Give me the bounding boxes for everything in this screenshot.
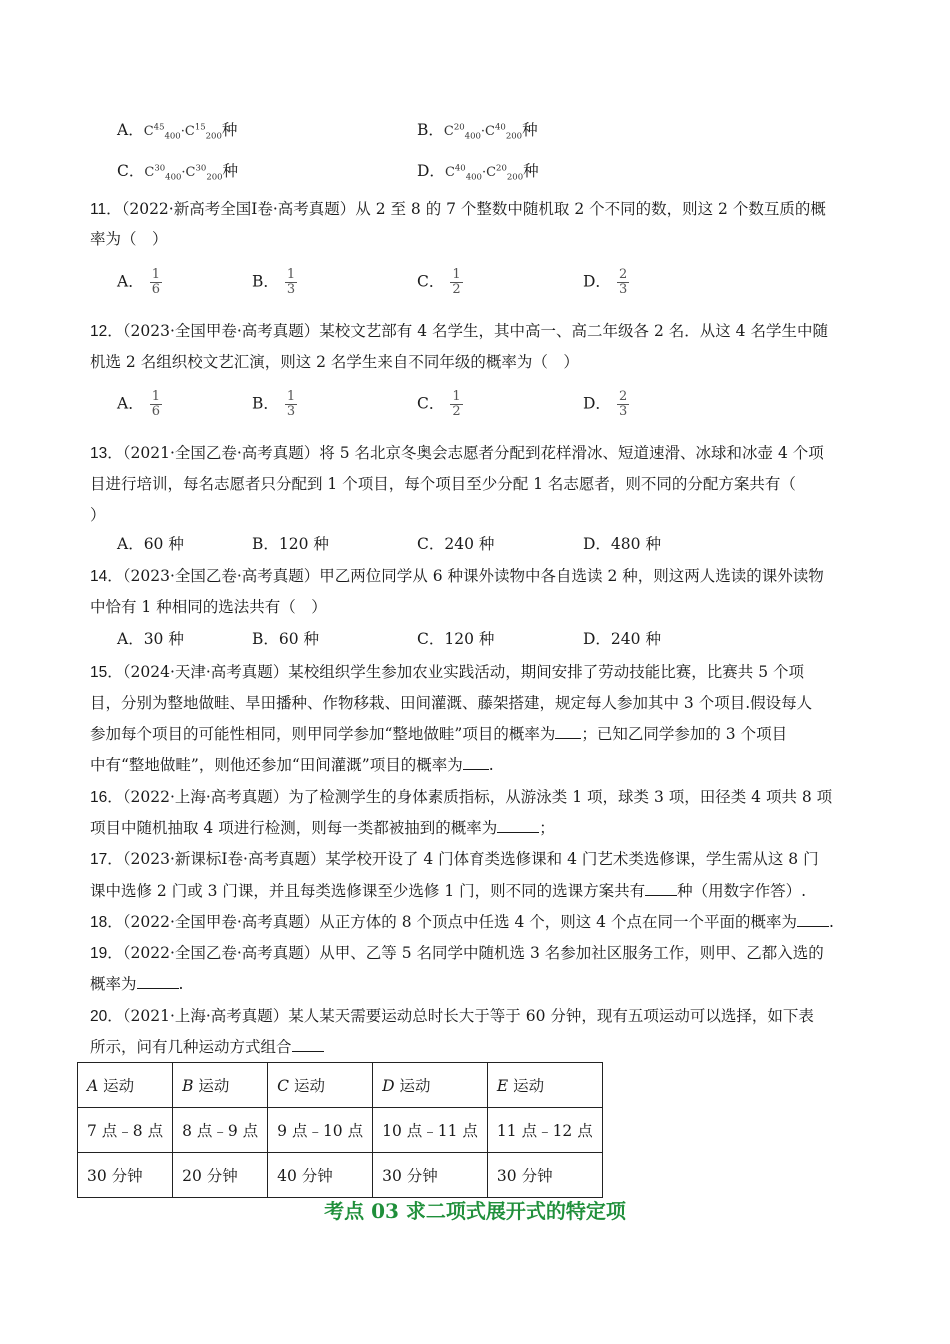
fraction: $\frac{2}{3}$ [618,389,628,419]
q11-option-b: B． $\frac{1}{3}$ [252,267,296,297]
q13-option-b: B．120 种 [252,535,329,553]
q13-option-a: A．60 种 [117,535,184,553]
answer-blank[interactable] [645,881,677,896]
q14-option-b: B．60 种 [252,630,320,648]
q15-text-line2: 目，分别为整地做畦、旱田播种、作物移栽、田间灌溉、藤架搭建，规定每人参加其中 3 个项目.假设每人 [90,694,813,712]
q13-option-c: C．240 种 [417,535,495,553]
q17-text-line1: 17．（2023·新课标Ⅰ卷·高考真题）某学校开设了 4 门体育类选修课和 4 门艺术类选修课，学生需从这 8 门 [90,850,819,868]
table-cell: 30 分钟 [487,1153,602,1198]
q16-text-line1: 16．（2022·上海·高考真题）为了检测学生的身体素质指标，从游泳类 1 项，球类 3 项，田径类 4 项共 8 项 [90,788,833,806]
table-cell: 8 点﹣9 点 [173,1108,268,1153]
table-row [78,1153,603,1198]
table-header-cell: C 运动 [268,1063,373,1108]
combination-expression: $C^{20}_{400}\cdot C^{40}_{200}$ [443,122,523,142]
q12-text-line1: 12．（2023·全国甲卷·高考真题）某校文艺部有 4 名学生，其中高一、高二年级各 2 名．从这 4 名学生中随 [90,322,828,340]
table-cell: 30 分钟 [373,1153,488,1198]
q20-text-line1: 20．（2021·上海·高考真题）某人某天需要运动总时长大于等于 60 分钟，现有五项运动可以选择，如下表 [90,1007,814,1025]
q16-text-line2: 项目中随机抽取 4 项进行检测，则每一类都被抽到的概率为 ； [90,819,555,837]
combination-expression: $C^{40}_{400}\cdot C^{20}_{200}$ [444,163,524,183]
answer-blank[interactable] [137,974,179,989]
q10-option-d: D．$C^{40}_{400}\cdot C^{20}_{200}$种 [417,162,539,183]
q11-option-d: D． $\frac{2}{3}$ [583,267,628,297]
answer-blank[interactable] [797,912,829,927]
q12-option-c: C． $\frac{1}{2}$ [417,389,461,419]
q19-text-line1: 19．（2022·全国乙卷·高考真题）从甲、乙等 5 名同学中随机选 3 名参加社区服务工作，则甲、乙都入选的 [90,944,824,962]
table-cell: 20 分钟 [173,1153,268,1198]
q11-option-a: A． $\frac{1}{6}$ [117,267,160,297]
table-cell: 30 分钟 [78,1153,173,1198]
q10-option-c: C．$C^{30}_{400}\cdot C^{30}_{200}$种 [117,162,239,183]
q10-option-b: B．$C^{20}_{400}\cdot C^{40}_{200}$种 [417,121,538,142]
table-header-cell: A 运动 [78,1063,173,1108]
table-cell: 9 点﹣10 点 [268,1108,373,1153]
q17-text-line2: 课中选修 2 门或 3 门课，并且每类选修课至少选修 1 门，则不同的选课方案共有 种（用数字作答）. [90,882,807,900]
table-cell: 11 点﹣12 点 [487,1108,602,1153]
exercise-table [77,1062,603,1198]
table-header-cell: E 运动 [487,1063,602,1108]
fraction: $\frac{1}{3}$ [286,267,296,297]
fraction: $\frac{1}{3}$ [286,389,296,419]
q13-option-d: D．480 种 [583,535,661,553]
combination-expression: $C^{30}_{400}\cdot C^{30}_{200}$ [144,163,223,183]
q14-text-line1: 14．（2023·全国乙卷·高考真题）甲乙两位同学从 6 种课外读物中各自选读 2 种，则这两人选读的课外读物 [90,567,824,585]
q11-text-line2: 率为（ ） [90,230,168,248]
q13-text-line3: ） [90,506,106,524]
q13-text-line1: 13．（2021·全国乙卷·高考真题）将 5 名北京冬奥会志愿者分配到花样滑冰、短道速滑、冰球和冰壶 4 个项 [90,444,824,462]
q12-option-d: D． $\frac{2}{3}$ [583,389,628,419]
answer-blank[interactable] [497,818,539,833]
fraction: $\frac{1}{2}$ [452,267,461,297]
fraction: $\frac{2}{3}$ [618,267,628,297]
combination-expression: $C^{45}_{400}\cdot C^{15}_{200}$ [143,122,222,142]
table-header-cell: B 运动 [173,1063,268,1108]
q18-text-line1: 18．（2022·全国甲卷·高考真题）从正方体的 8 个顶点中任选 4 个，则这 4 个点在同一个平面的概率为 . [90,913,834,931]
answer-blank[interactable] [292,1037,324,1052]
fraction: $\frac{1}{2}$ [452,389,461,419]
q12-option-b: B． $\frac{1}{3}$ [252,389,296,419]
q14-option-a: A．30 种 [117,630,184,648]
table-cell: 40 分钟 [268,1153,373,1198]
q12-option-a: A． $\frac{1}{6}$ [117,389,160,419]
q14-text-line2: 中恰有 1 种相同的选法共有（ ） [90,598,327,616]
fraction: $\frac{1}{6}$ [151,267,160,297]
q19-text-line2: 概率为 . [90,975,184,993]
q12-text-line2: 机选 2 名组织校文艺汇演，则这 2 名学生来自不同年级的概率为（ ） [90,353,579,371]
q20-text-line2: 所示，问有几种运动方式组合 [90,1036,324,1058]
q15-text-line1: 15．（2024·天津·高考真题）某校组织学生参加农业实践活动，期间安排了劳动技能比赛，比赛共 5 个项 [90,663,805,681]
table-header-row [78,1063,603,1108]
table-cell: 7 点﹣8 点 [78,1108,173,1153]
section-title: 考点 03 求二项式展开式的特定项 [324,1199,626,1223]
q14-option-c: C．120 种 [417,630,495,648]
table-row [78,1108,603,1153]
q15-text-line3: 参加每个项目的可能性相同，则甲同学参加“整地做畦”项目的概率为 ；已知乙同学参加的 3 个项目 [90,725,788,743]
q13-text-line2: 目进行培训，每名志愿者只分配到 1 个项目，每个项目至少分配 1 名志愿者，则不同的分配方案共有（ [90,475,796,493]
q10-option-a: A．$C^{45}_{400}\cdot C^{15}_{200}$种 [117,121,238,142]
fraction: $\frac{1}{6}$ [151,389,160,419]
answer-blank[interactable] [463,755,489,770]
answer-blank[interactable] [555,724,581,739]
q14-option-d: D．240 种 [583,630,661,648]
table-header-cell: D 运动 [373,1063,488,1108]
q15-text-line4: 中有“整地做畦”，则他还参加“田间灌溉”项目的概率为 . [90,756,494,774]
table-cell: 10 点﹣11 点 [373,1108,488,1153]
q11-option-c: C． $\frac{1}{2}$ [417,267,461,297]
q11-text-line1: 11．（2022·新高考全国Ⅰ卷·高考真题）从 2 至 8 的 7 个整数中随机取 2 个不同的数，则这 2 个数互质的概 [90,200,826,218]
